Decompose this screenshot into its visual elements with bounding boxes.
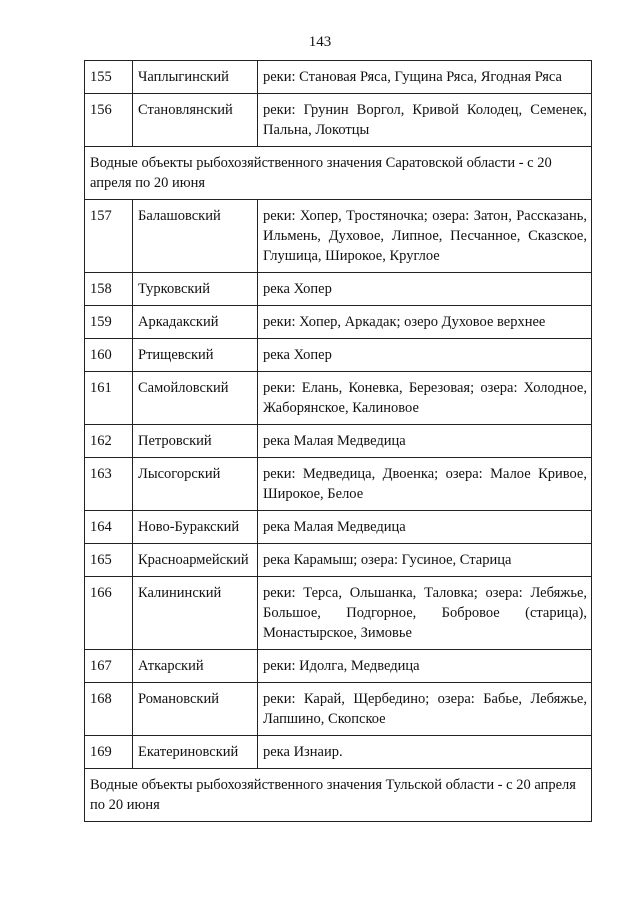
table-row	[85, 94, 592, 147]
district-name: Ново-Буракский	[133, 511, 258, 544]
district-name: Турковский	[133, 273, 258, 306]
table-body	[85, 61, 592, 822]
district-name: Калининский	[133, 577, 258, 650]
water-bodies-table	[84, 60, 592, 822]
water-objects: реки: Идолга, Медведица	[258, 650, 592, 683]
row-number: 168	[85, 683, 133, 736]
water-objects: река Хопер	[258, 339, 592, 372]
row-number: 163	[85, 458, 133, 511]
water-objects: река Изнаир.	[258, 736, 592, 769]
district-name: Ртищевский	[133, 339, 258, 372]
water-objects: река Хопер	[258, 273, 592, 306]
row-number: 164	[85, 511, 133, 544]
district-name: Самойловский	[133, 372, 258, 425]
section-header-row	[85, 147, 592, 200]
district-name: Аткарский	[133, 650, 258, 683]
district-name: Аркадакский	[133, 306, 258, 339]
district-name: Романовский	[133, 683, 258, 736]
table-row	[85, 200, 592, 273]
table-row	[85, 650, 592, 683]
table-row	[85, 372, 592, 425]
row-number: 157	[85, 200, 133, 273]
water-objects: реки: Медведица, Двоенка; озера: Малое Кривое, Широкое, Белое	[258, 458, 592, 511]
water-objects: реки: Хопер, Тростяночка; озера: Затон, Рассказань, Ильмень, Духовое, Липное, Песчанное, Сказское, Глушица, Широкое, Круглое	[258, 200, 592, 273]
row-number: 169	[85, 736, 133, 769]
water-objects: реки: Терса, Ольшанка, Таловка; озера: Лебяжье, Большое, Подгорное, Бобровое (старица), Монастырское, Зимовье	[258, 577, 592, 650]
row-number: 156	[85, 94, 133, 147]
district-name: Лысогорский	[133, 458, 258, 511]
table-row	[85, 273, 592, 306]
row-number: 161	[85, 372, 133, 425]
row-number: 162	[85, 425, 133, 458]
table-row	[85, 683, 592, 736]
water-objects: реки: Становая Ряса, Гущина Ряса, Ягодная Ряса	[258, 61, 592, 94]
table-row	[85, 339, 592, 372]
water-objects: реки: Елань, Коневка, Березовая; озера: Холодное, Жаборянское, Калиновое	[258, 372, 592, 425]
table-row	[85, 736, 592, 769]
district-name: Екатериновский	[133, 736, 258, 769]
district-name: Чаплыгинский	[133, 61, 258, 94]
district-name: Красноармейский	[133, 544, 258, 577]
water-objects: реки: Хопер, Аркадак; озеро Духовое верхнее	[258, 306, 592, 339]
table-row	[85, 425, 592, 458]
district-name: Петровский	[133, 425, 258, 458]
section-title: Водные объекты рыбохозяйственного значения Саратовской области - с 20 апреля по 20 июня	[85, 147, 592, 200]
table-row	[85, 306, 592, 339]
row-number: 166	[85, 577, 133, 650]
row-number: 158	[85, 273, 133, 306]
water-objects: река Карамыш; озера: Гусиное, Старица	[258, 544, 592, 577]
row-number: 165	[85, 544, 133, 577]
row-number: 155	[85, 61, 133, 94]
row-number: 160	[85, 339, 133, 372]
district-name: Балашовский	[133, 200, 258, 273]
table-row	[85, 577, 592, 650]
water-objects: реки: Грунин Воргол, Кривой Колодец, Семенек, Пальна, Локотцы	[258, 94, 592, 147]
table-row	[85, 544, 592, 577]
table-row	[85, 61, 592, 94]
table-row	[85, 511, 592, 544]
row-number: 167	[85, 650, 133, 683]
section-title: Водные объекты рыбохозяйственного значения Тульской области - с 20 апреля по 20 июня	[85, 769, 592, 822]
page-number: 143	[308, 34, 332, 50]
table-row	[85, 458, 592, 511]
water-objects: река Малая Медведица	[258, 511, 592, 544]
district-name: Становлянский	[133, 94, 258, 147]
row-number: 159	[85, 306, 133, 339]
section-header-row	[85, 769, 592, 822]
water-objects: реки: Карай, Щербедино; озера: Бабье, Лебяжье, Лапшино, Скопское	[258, 683, 592, 736]
water-objects: река Малая Медведица	[258, 425, 592, 458]
